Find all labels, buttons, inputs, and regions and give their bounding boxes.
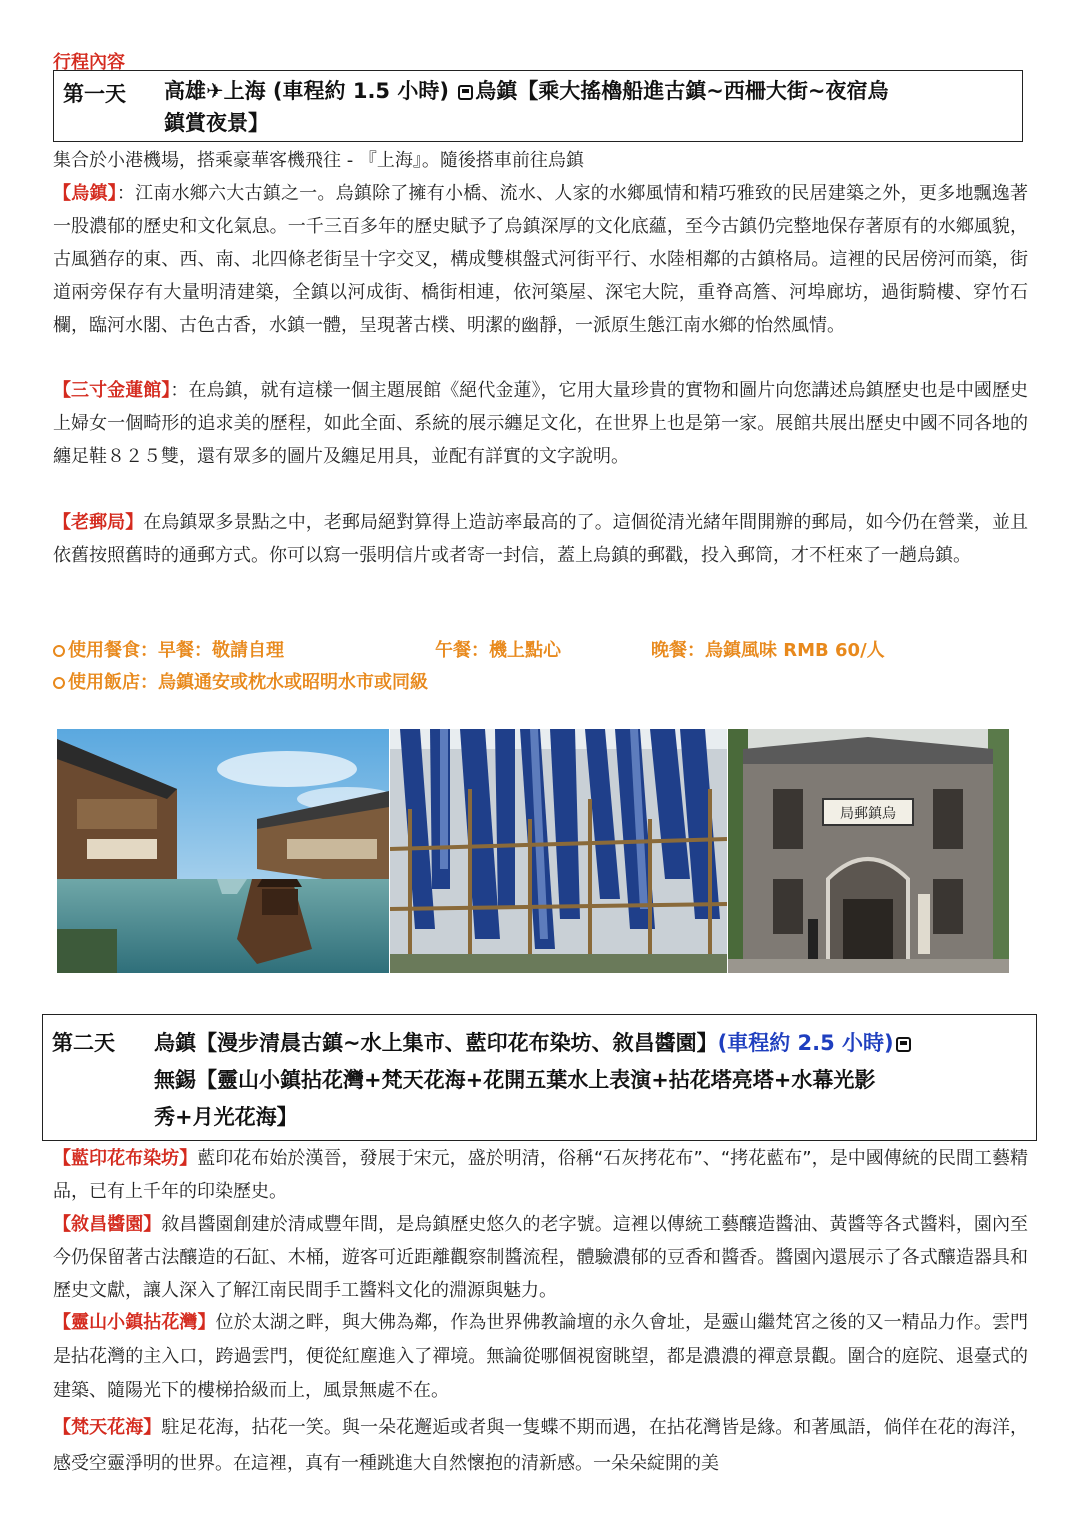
bullet-icon [53, 645, 65, 657]
photo-wuzhen-canal [57, 729, 389, 973]
post-tag: 【老郵局】 [53, 512, 144, 533]
day2-header-box [42, 1014, 1037, 1141]
sauce-text: 敘昌醬園創建於清咸豐年間，是烏鎮歷史悠久的老字號。這裡以傳統工藝釀造醬油、黃醬等各式醬料，園內至今仍保留著古法釀造的石缸、木桶，遊客可近距離觀察制醬流程，體驗濃郁的豆香和醬香。醬園內還展示了各式釀造器具和歷史文獻，讓人深入了解江南民間手工醬料文化的淵源與魅力。 [53, 1214, 1028, 1301]
bullet-icon [53, 677, 65, 689]
sauce-tag: 【敘昌醬園】 [53, 1214, 162, 1235]
canal-illustration [57, 729, 389, 973]
fantian-tag: 【梵天花海】 [53, 1417, 162, 1438]
day2-title-line3: 秀+月光花海】 [154, 1105, 298, 1129]
day2-title-line2: 無錫【靈山小鎮拈花灣+梵天花海+花開五葉水上表演+拈花塔亮塔+水幕光影 [154, 1068, 876, 1092]
day2-travel-time: (車程約 2.5 小時) [717, 1031, 894, 1055]
bus-icon [896, 1037, 911, 1052]
section-title: 行程內容 [53, 52, 125, 73]
fantian-paragraph [53, 1410, 1028, 1482]
day1-title-origin: 高雄 [164, 79, 206, 103]
plane-icon: ✈ [206, 79, 224, 103]
lingshan-text: 位於太湖之畔，與大佛為鄰，作為世界佛教論壇的永久會址，是靈山繼梵宮之後的又一精品力作。雲門是拈花灣的主入口，跨過雲門，便從紅塵進入了禪境。無論從哪個視窗眺望，都是濃濃的禪意景觀。圍合的庭院、退臺式的建築、隨陽光下的樓梯拾級而上，風景無處不在。 [53, 1312, 1029, 1401]
post-sign-text: 局郵鎮烏 [840, 806, 896, 822]
day1-title-line2: 鎮賞夜景】 [164, 111, 269, 135]
meals-breakfast: 使用餐食：早餐：敬請自理 [53, 636, 284, 662]
photo-indigo-cloth [390, 729, 727, 973]
wuzhen-tag: 【烏鎮】 [53, 183, 117, 204]
wuzhen-text: ：江南水鄉六大古鎮之一。烏鎮除了擁有小橋、流水、人家的水鄉風情和精巧雅致的民居建築之外，更多地飄逸著一股濃郁的歷史和文化氣息。一千三百多年的歷史賦予了烏鎮深厚的文化底蘊，至今古鎮仍完整地保存著原有的水鄉風貌，古風猶存的東、西、南、北四條老街呈十字交叉，構成雙棋盤式河街平行、水陸相鄰的古鎮格局。這裡的民居傍河而築，街道兩旁保存有大量明清建築，全鎮以河成街、橋街相連，依河築屋、深宅大院，重脊高簷、河埠廊坊，過街騎樓、穿竹石欄，臨河水閣、古色古香，水鎮一體，呈現著古樸、明潔的幽靜，一派原生態江南水鄉的怡然風情。 [53, 183, 1028, 336]
photo-old-post-office [728, 729, 1009, 973]
day2-title-line1: 烏鎮【漫步清晨古鎮~水上集市、藍印花布染坊、敘昌醬園】 [154, 1031, 718, 1055]
lotus-paragraph [53, 374, 1028, 473]
indigo-paragraph [53, 1142, 1028, 1208]
lingshan-tag: 【靈山小鎮拈花灣】 [53, 1312, 216, 1333]
meals-dinner: 晚餐：烏鎮風味 RMB 60/人 [651, 640, 885, 661]
day1-title-transfer: 上海 (車程約 1.5 小時) [223, 79, 457, 103]
lotus-text: ：在烏鎮，就有這樣一個主題展館《絕代金蓮》，它用大量珍貴的實物和圖片向您講述烏鎮歷史也是中國歷史上婦女一個畸形的追求美的歷程，如此全面、系統的展示纏足文化，在世界上也是第一家。展館共展出歷史中國不同各地的纏足鞋８２５雙，還有眾多的圖片及纏足用具，並配有詳實的文字說明。 [53, 380, 1028, 467]
indigo-tag: 【藍印花布染坊】 [53, 1148, 198, 1169]
day1-intro: 集合於小港機場，搭乘豪華客機飛往 - 『上海』。隨後搭車前往烏鎮 [53, 150, 584, 171]
wuzhen-paragraph [53, 177, 1028, 342]
day1-title-destination: 烏鎮【乘大搖櫓船進古鎮~西柵大街~夜宿烏 [475, 79, 889, 103]
sauce-paragraph [53, 1208, 1028, 1307]
lingshan-paragraph [53, 1306, 1028, 1408]
post-paragraph [53, 506, 1028, 572]
day1-label: 第一天 [63, 82, 126, 106]
fantian-text: 駐足花海，拈花一笑。與一朵花邂逅或者與一隻蝶不期而遇，在拈花灣皆是緣。和著風語，倘佯在花的海洋，感受空靈淨明的世界。在這裡，真有一種跳進大自然懷抱的清新感。一朵朵綻開的美 [53, 1417, 1028, 1474]
indigo-illustration [390, 729, 727, 973]
day2-label: 第二天 [52, 1031, 115, 1055]
post-text: 在烏鎮眾多景點之中，老郵局絕對算得上造訪率最高的了。這個從清光緒年間開辦的郵局，如今仍在營業，並且依舊按照舊時的通郵方式。你可以寫一張明信片或者寄一封信，蓋上烏鎮的郵戳，投入郵筒，才不枉來了一趟烏鎮。 [53, 512, 1029, 566]
day2-title [154, 1025, 913, 1136]
indigo-text: 藍印花布始於漢晉，發展于宋元，盛於明清，俗稱“石灰拷花布”、“拷花藍布”，是中國傳統的民間工藝精品，已有上千年的印染歷史。 [53, 1148, 1029, 1202]
day1-header-box [53, 70, 1023, 142]
meals-lunch: 午餐：機上點心 [435, 640, 561, 661]
bus-icon [458, 85, 473, 100]
day1-title [164, 75, 888, 139]
post-office-illustration [728, 729, 1009, 973]
hotel-info: 使用飯店：烏鎮通安或枕水或昭明水市或同級 [53, 668, 428, 694]
lotus-tag: 【三寸金蓮館】 [53, 380, 171, 401]
